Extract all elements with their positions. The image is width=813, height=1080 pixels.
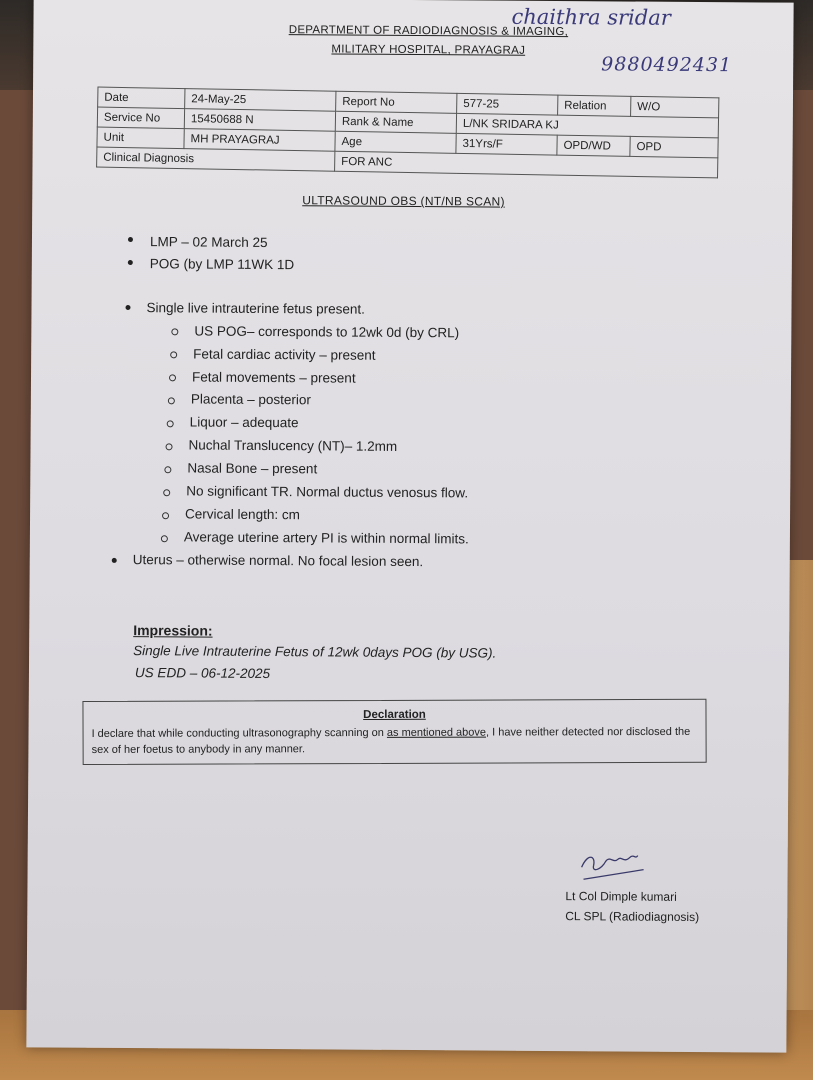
- report-no-value: 577-25: [457, 93, 558, 115]
- bullet: [128, 260, 133, 265]
- department-header: [263, 21, 593, 61]
- finding-item: Fetal movements – present: [191, 369, 356, 386]
- rank-name-value: L/NK SRIDARA KJ: [456, 113, 718, 138]
- unit-value: MH PRAYAGRAJ: [184, 129, 335, 152]
- finding-item: Average uterine artery PI is within normal limits.: [183, 529, 469, 547]
- declaration-box: [82, 699, 706, 765]
- bullet: [112, 558, 117, 563]
- rank-name-label: Rank & Name: [335, 111, 456, 133]
- declaration-text-part: I declare that while conducting ultrasonography scanning on: [91, 726, 387, 740]
- age-label: Age: [335, 131, 456, 153]
- signatory-designation: CL SPL (Radiodiagnosis): [565, 909, 700, 925]
- declaration-title: Declaration: [363, 708, 426, 722]
- clinical-diagnosis-value: FOR ANC: [335, 151, 718, 178]
- unit-label: Unit: [97, 127, 184, 149]
- sub-bullet: [171, 328, 178, 335]
- sub-bullet: [162, 512, 169, 519]
- sub-bullet: [161, 535, 168, 542]
- finding-item: Cervical length: cm: [185, 506, 300, 523]
- bullet: [128, 237, 133, 242]
- history-pog: POG (by LMP 11WK 1D: [149, 256, 295, 273]
- relation-label: Relation: [558, 95, 631, 116]
- sub-bullet: [168, 397, 175, 404]
- patient-info-table: [96, 87, 719, 179]
- impression-edd: US EDD – 06-12-2025: [134, 665, 271, 682]
- report-no-label: Report No: [336, 91, 457, 113]
- signature-image: [575, 839, 655, 890]
- sub-bullet: [169, 374, 176, 381]
- declaration-text: [92, 724, 700, 758]
- finding-item: US POG– corresponds to 12wk 0d (by CRL): [194, 323, 460, 341]
- finding-item: Nuchal Translucency (NT)– 1.2mm: [188, 437, 398, 454]
- sub-bullet: [164, 466, 171, 473]
- clinical-diagnosis-label: Clinical Diagnosis: [97, 147, 335, 171]
- finding-item: Fetal cardiac activity – present: [193, 346, 376, 363]
- service-no-value: 15450688 N: [184, 109, 335, 132]
- sub-bullet: [163, 489, 170, 496]
- impression-heading: Impression:: [133, 622, 213, 639]
- service-no-label: Service No: [97, 107, 184, 129]
- impression-line: Single Live Intrauterine Fetus of 12wk 0days POG (by USG).: [133, 643, 497, 661]
- hospital-name: MILITARY HOSPITAL, PRAYAGRAJ: [331, 43, 526, 57]
- finding-main: Single live intrauterine fetus present.: [146, 300, 365, 317]
- opd-value: OPD: [630, 136, 718, 158]
- date-label: Date: [98, 87, 185, 109]
- history-lmp: LMP – 02 March 25: [149, 234, 268, 250]
- sub-bullet: [167, 420, 174, 427]
- age-value: 31Yrs/F: [456, 133, 557, 155]
- bullet: [125, 305, 130, 310]
- finding-item: Liquor – adequate: [189, 414, 299, 431]
- declaration-text-part: , I have neither detected nor disclosed the sex of her foetus to anybody in any manner.: [91, 725, 691, 756]
- report-paper: [26, 0, 793, 1053]
- finding-item: Nasal Bone – present: [187, 460, 318, 477]
- relation-value: W/O: [631, 96, 719, 118]
- handwritten-name: chaithra sridar: [511, 4, 671, 30]
- department-name: DEPARTMENT OF RADIODIAGNOSIS & IMAGING,: [288, 24, 569, 39]
- signatory-name: Lt Col Dimple kumari: [565, 889, 677, 904]
- finding-item: No significant TR. Normal ductus venosus flow.: [186, 483, 469, 501]
- opd-label: OPD/WD: [557, 135, 630, 156]
- report-title: ULTRASOUND OBS (NT/NB SCAN): [302, 193, 505, 209]
- finding-item: Placenta – posterior: [190, 391, 312, 408]
- uterus-finding: Uterus – otherwise normal. No focal lesion seen.: [132, 552, 424, 570]
- date-value: 24-May-25: [185, 89, 336, 112]
- sub-bullet: [166, 443, 173, 450]
- declaration-underlined: as mentioned above: [386, 726, 487, 739]
- sub-bullet: [170, 351, 177, 358]
- handwritten-phone: 9880492431: [601, 53, 733, 77]
